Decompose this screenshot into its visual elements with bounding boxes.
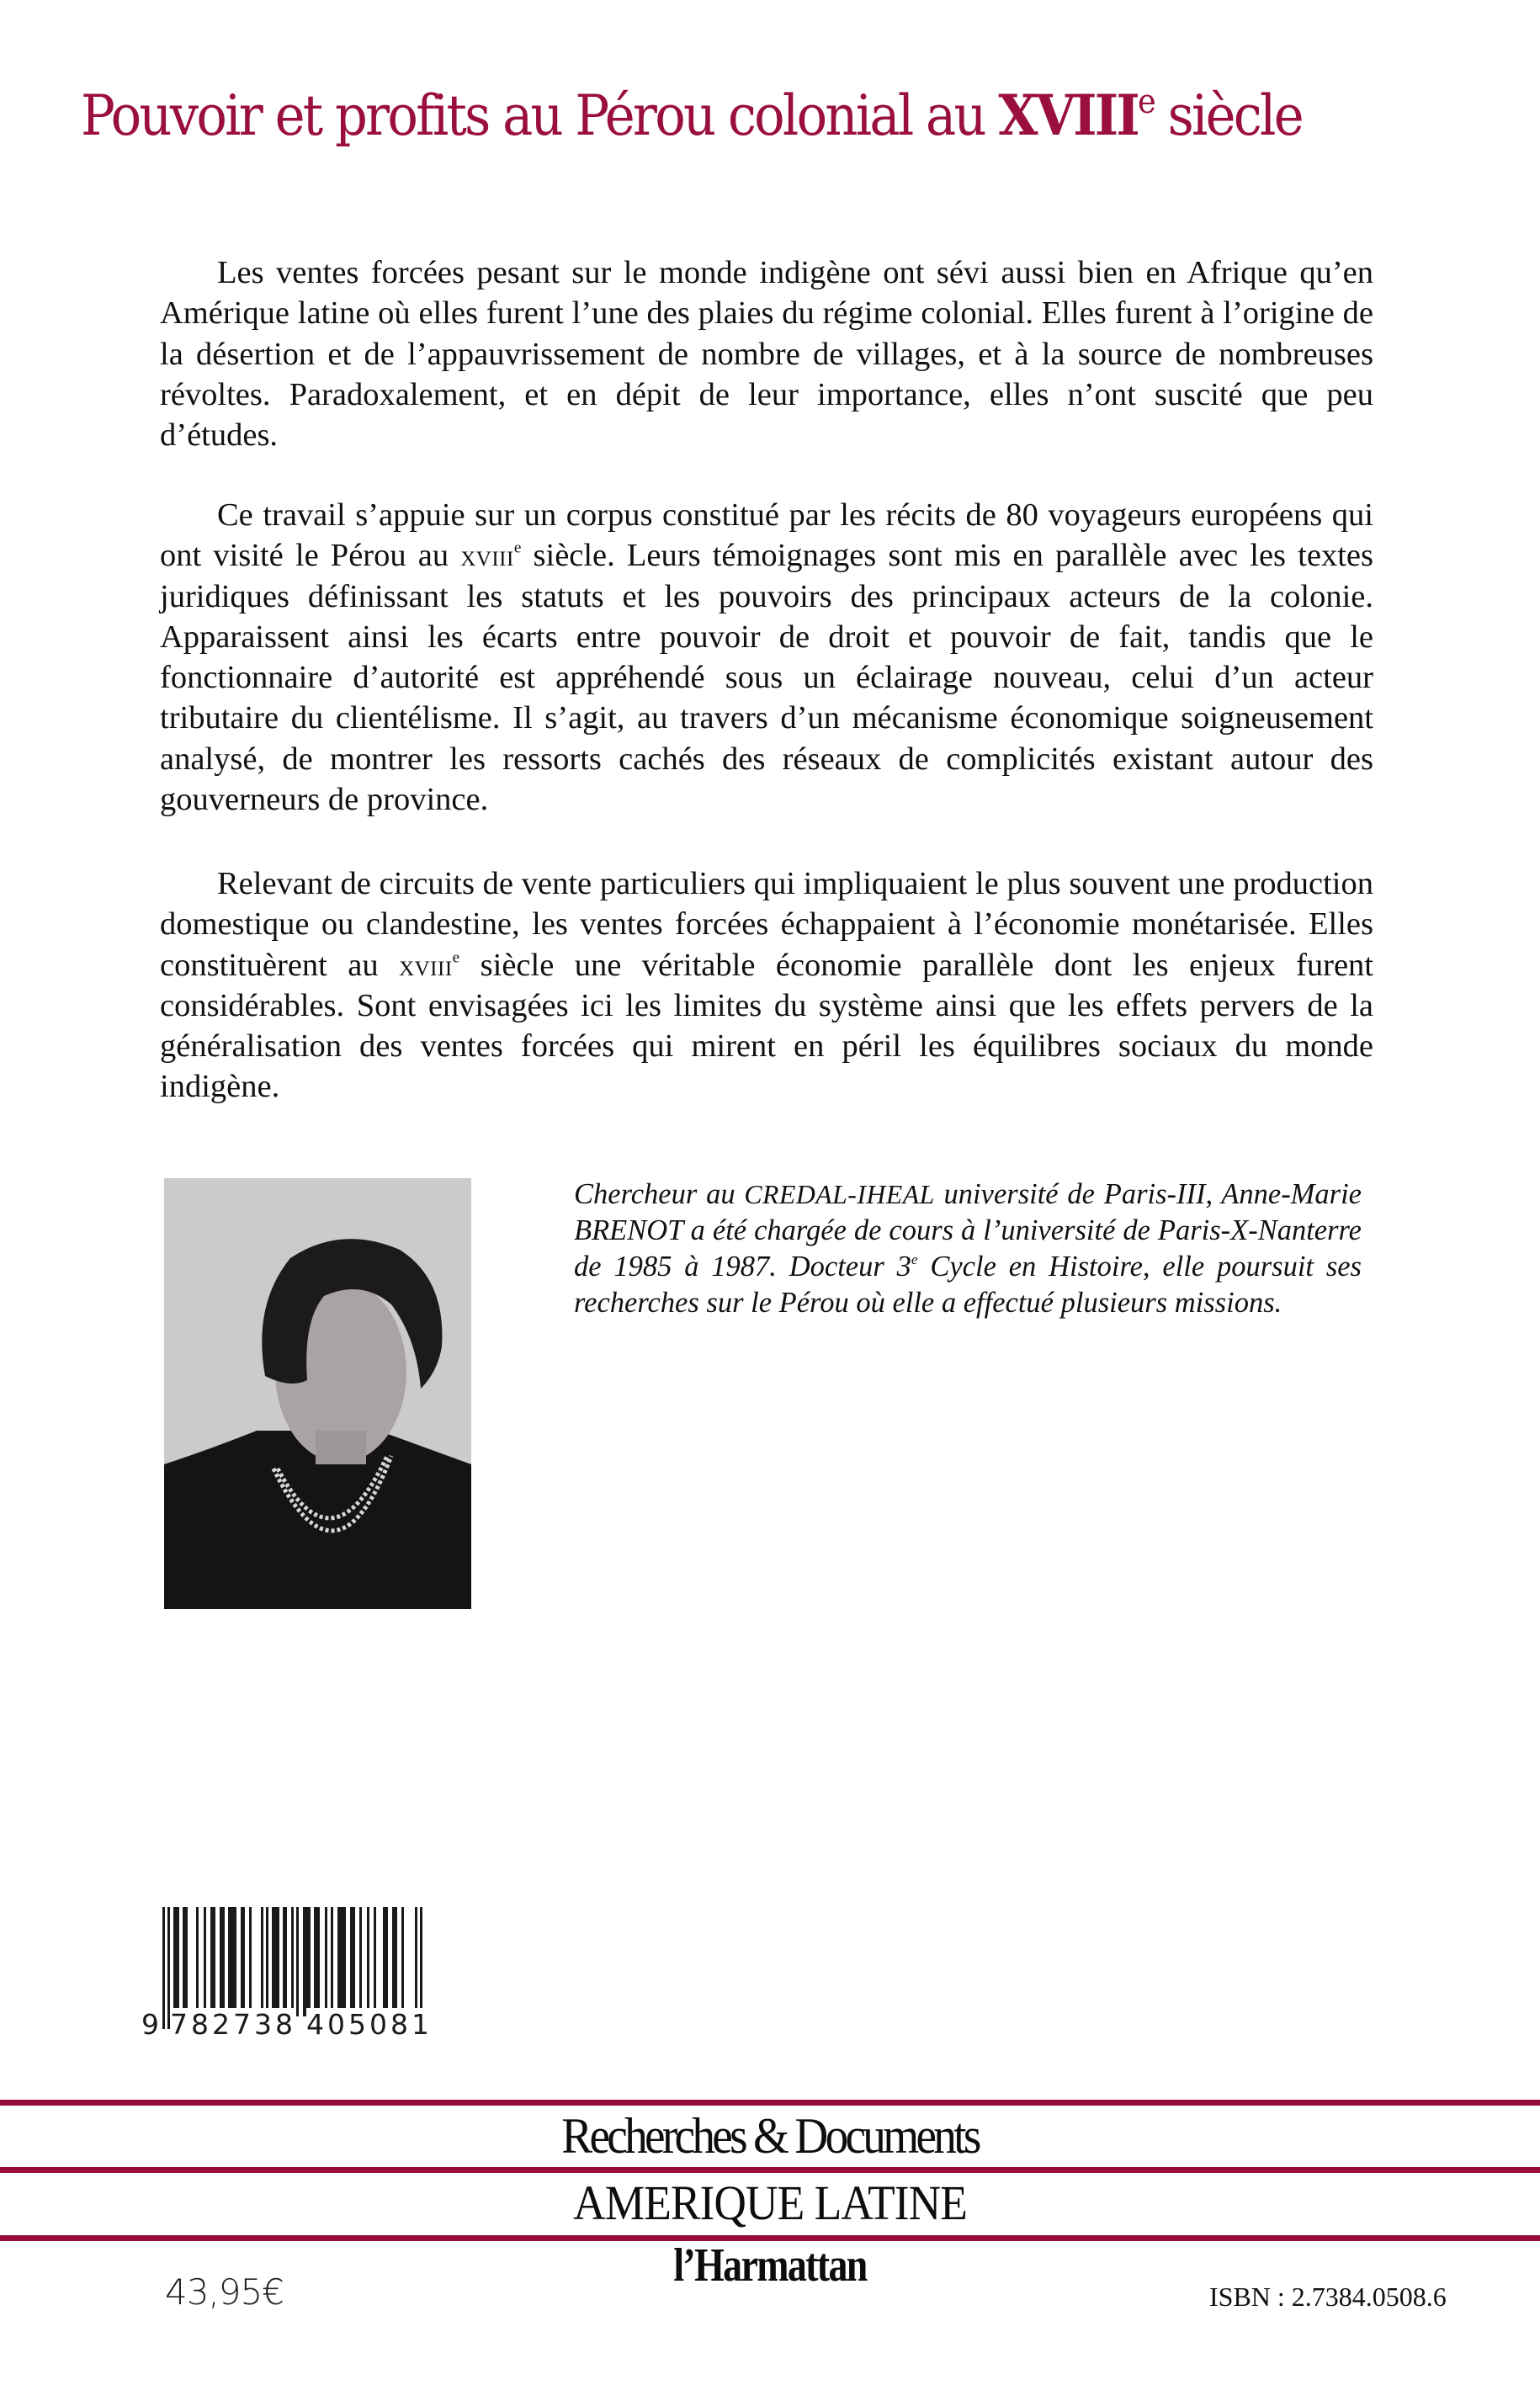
author-photo [164, 1178, 471, 1609]
title-century-sup: e [1138, 82, 1155, 121]
price: 43,95€ [165, 2271, 284, 2313]
summary-paragraph-3 [160, 863, 1373, 1108]
isbn: ISBN : 2.7384.0508.6 [1209, 2281, 1447, 2312]
title-text: Pouvoir et profits au Pérou colonial au [81, 83, 999, 148]
divider-rule [0, 2100, 1540, 2106]
summary-paragraph-2 [160, 495, 1373, 820]
summary-paragraph-1-text: Les ventes forcées pesant sur le monde indigène ont sévi aussi bien en Afrique qu’en Amérique latine où elles furent l’une des plaies du régime colonial. Elles furent à l’origine de la désertion et de l’appauvrissement de nombre de villages, et à la source de nombreuses révoltes. Paradoxalement, et en dépit de leur importance, elles n’ont suscité que peu d’études. [160, 255, 1373, 454]
barcode-first-digit: 9 [141, 2008, 162, 2041]
p2-century-sup: e [513, 539, 522, 557]
title-century: XVIII [998, 82, 1139, 148]
series-name: Recherches & Documents [561, 2108, 979, 2164]
title-suffix: siècle [1154, 83, 1302, 148]
bio-institute: CREDAL-IHEAL [744, 1180, 935, 1209]
p3-text-a: Relevant de circuits de vente particuliers qui impliquaient le plus souvent une production domestique ou clandestine, les ventes forcées échappaient à l’économie monétarisée. Elles constituèrent au [160, 866, 1373, 983]
bio-sup: e [911, 1251, 918, 1268]
book-title [81, 77, 1335, 154]
barcode-left-group: 782738 [170, 2008, 296, 2041]
summary-paragraph-1 [160, 252, 1373, 455]
divider-rule [0, 2167, 1540, 2173]
p2-text-a: Ce travail s’appuie sur un corpus constitué par les récits de 80 voyageurs européens qui ont visité le Pérou au [160, 497, 1373, 574]
series-region: AMERIQUE LATINE [573, 2175, 967, 2230]
publisher-name: l’Harmattan [673, 2239, 867, 2292]
p3-text-b: siècle une véritable économie parallèle dont les enjeux furent considérables. Sont envisagées ici les limites du système ainsi que les effets pervers de la généralisation des ventes forcées qui mirent en péril les équilibres sociaux du monde indigène. [160, 947, 1373, 1105]
p2-text-b: siècle. Leurs témoignages sont mis en parallèle avec les textes juridiques définissant les statuts et les pouvoirs des principaux acteurs de la colonie. Apparaissent ainsi les écarts entre pouvoir de droit et pouvoir de fait, tandis que le fonctionnaire d’autorité est appréhendé sous un éclairage nouveau, celui d’un acteur tributaire du clientélisme. Il s’agit, au travers d’un mécanisme économique soigneusement analysé, de montrer les ressorts cachés des réseaux de complicités existant autour des gouverneurs de province. [160, 538, 1373, 818]
portrait-image [164, 1178, 471, 1609]
bio-text-a: Chercheur au [574, 1178, 745, 1210]
author-bio [574, 1177, 1362, 1321]
barcode-right-group: 405081 [306, 2008, 433, 2041]
bio-text-b: université de Paris-III, Anne-Marie BRENOT a été chargée de cours à l’université de Paris-X-Nanterre de 1985 à 1987. Docteur 3 [574, 1178, 1362, 1283]
p3-century: xviii [399, 948, 453, 982]
p2-century: xviii [460, 539, 514, 573]
p3-century-sup: e [452, 948, 460, 967]
bio-text-c: Cycle en Histoire, elle poursuit ses recherches sur le Pérou où elle a effectué plusieurs missions. [574, 1251, 1362, 1319]
